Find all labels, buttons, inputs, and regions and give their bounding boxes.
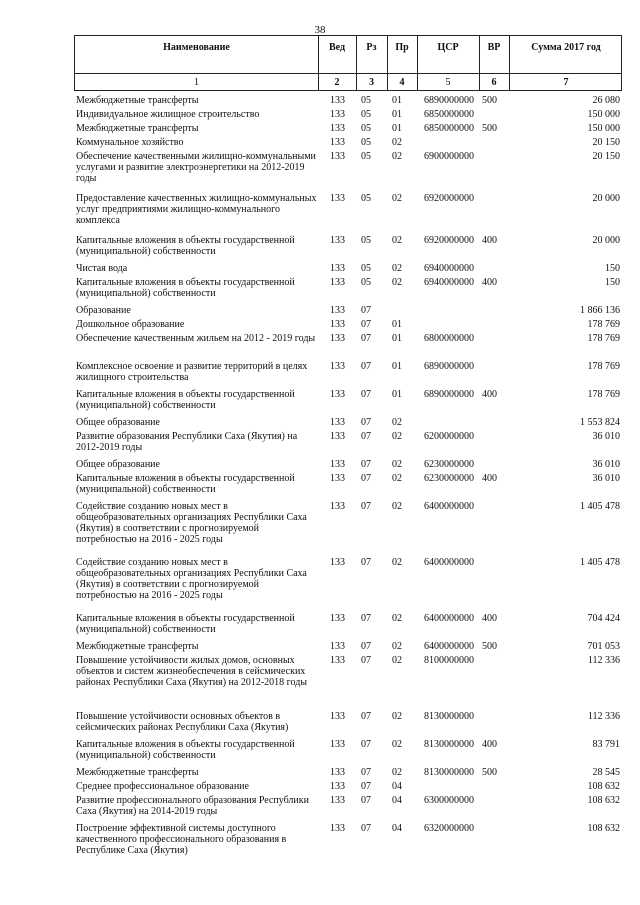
- cell-ved: 133: [330, 613, 345, 624]
- cell-ved: 133: [330, 459, 345, 470]
- cell-rz: 05: [361, 151, 371, 162]
- cell-ved: 133: [330, 361, 345, 372]
- cell-rz: 07: [361, 389, 371, 400]
- header-vr: ВР: [487, 42, 501, 53]
- cell-csr: 6800000000: [424, 333, 474, 344]
- cell-rz: 05: [361, 95, 371, 106]
- column-number: 1: [194, 77, 199, 88]
- cell-pr: 01: [392, 123, 402, 134]
- cell-csr: 6850000000: [424, 109, 474, 120]
- cell-ved: 133: [330, 137, 345, 148]
- page-number: 38: [314, 24, 326, 36]
- cell-vr: 400: [482, 739, 497, 750]
- cell-pr: 02: [392, 263, 402, 274]
- cell-rz: 07: [361, 459, 371, 470]
- cell-ved: 133: [330, 235, 345, 246]
- cell-csr: 8100000000: [424, 655, 474, 666]
- cell-rz: 07: [361, 557, 371, 568]
- cell-name: Повышение устойчивости жилых домов, основных объектов и систем жизнеобеспечения в сейсмических районах Республики Саха (Якутия) на 2012-2018 годы: [76, 655, 308, 688]
- cell-sum: 20 150: [592, 151, 620, 162]
- cell-csr: 6940000000: [424, 277, 474, 288]
- cell-rz: 07: [361, 473, 371, 484]
- cell-sum: 36 010: [592, 473, 620, 484]
- cell-rz: 07: [361, 655, 371, 666]
- cell-pr: 02: [392, 655, 402, 666]
- cell-rz: 07: [361, 739, 371, 750]
- cell-sum: 150 000: [587, 109, 620, 120]
- cell-csr: 6300000000: [424, 795, 474, 806]
- cell-rz: 07: [361, 641, 371, 652]
- cell-pr: 04: [392, 781, 402, 792]
- cell-vr: 400: [482, 235, 497, 246]
- cell-rz: 05: [361, 123, 371, 134]
- cell-name: Индивидуальное жилищное строительство: [76, 109, 260, 120]
- cell-ved: 133: [330, 151, 345, 162]
- cell-name: Капитальные вложения в объекты государственной (муниципальной) собственности: [76, 277, 295, 299]
- cell-vr: 500: [482, 767, 497, 778]
- cell-sum: 36 010: [592, 431, 620, 442]
- cell-name: Образование: [76, 305, 131, 316]
- cell-ved: 133: [330, 795, 345, 806]
- cell-rz: 07: [361, 781, 371, 792]
- cell-name: Развитие профессионального образования Республики Саха (Якутия) на 2014-2019 годы: [76, 795, 309, 817]
- cell-pr: 02: [392, 459, 402, 470]
- cell-ved: 133: [330, 473, 345, 484]
- cell-name: Коммунальное хозяйство: [76, 137, 184, 148]
- cell-csr: 6230000000: [424, 459, 474, 470]
- cell-sum: 150 000: [587, 123, 620, 134]
- cell-rz: 07: [361, 767, 371, 778]
- cell-sum: 108 632: [587, 795, 620, 806]
- cell-name: Капитальные вложения в объекты государственной (муниципальной) собственности: [76, 473, 295, 495]
- cell-rz: 07: [361, 431, 371, 442]
- cell-vr: 500: [482, 641, 497, 652]
- cell-rz: 07: [361, 501, 371, 512]
- header-ved: Вед: [328, 42, 346, 53]
- header-pr: Пр: [395, 42, 409, 53]
- cell-csr: 6890000000: [424, 389, 474, 400]
- cell-pr: 01: [392, 319, 402, 330]
- cell-name: Межбюджетные трансферты: [76, 641, 199, 652]
- cell-rz: 07: [361, 823, 371, 834]
- cell-name: Содействие созданию новых мест в общеобразовательных организациях Республики Саха (Якутия) в соответствии с прогнозируемой потребностью на 2016 - 2025 годы: [76, 557, 307, 601]
- cell-csr: 8130000000: [424, 739, 474, 750]
- cell-pr: 02: [392, 431, 402, 442]
- cell-vr: 400: [482, 613, 497, 624]
- header-rz: Рз: [366, 42, 377, 53]
- cell-ved: 133: [330, 711, 345, 722]
- cell-sum: 108 632: [587, 823, 620, 834]
- cell-sum: 178 769: [587, 333, 620, 344]
- cell-pr: 02: [392, 151, 402, 162]
- cell-sum: 704 424: [587, 613, 620, 624]
- header-sum: Сумма 2017 год: [531, 42, 601, 53]
- cell-pr: 04: [392, 823, 402, 834]
- cell-name: Межбюджетные трансферты: [76, 767, 199, 778]
- cell-csr: 6400000000: [424, 557, 474, 568]
- cell-sum: 178 769: [587, 389, 620, 400]
- cell-pr: 02: [392, 235, 402, 246]
- cell-ved: 133: [330, 739, 345, 750]
- cell-rz: 05: [361, 109, 371, 120]
- cell-pr: 02: [392, 767, 402, 778]
- cell-vr: 400: [482, 389, 497, 400]
- cell-rz: 05: [361, 277, 371, 288]
- cell-csr: 6230000000: [424, 473, 474, 484]
- cell-ved: 133: [330, 501, 345, 512]
- cell-pr: 01: [392, 95, 402, 106]
- cell-pr: 01: [392, 333, 402, 344]
- cell-ved: 133: [330, 767, 345, 778]
- cell-name: Комплексное освоение и развитие территорий в целях жилищного строительства: [76, 361, 308, 383]
- cell-rz: 07: [361, 417, 371, 428]
- cell-pr: 01: [392, 389, 402, 400]
- cell-ved: 133: [330, 823, 345, 834]
- cell-pr: 01: [392, 109, 402, 120]
- column-number: 5: [445, 77, 451, 88]
- cell-name: Дошкольное образование: [76, 319, 185, 330]
- cell-name: Обеспечение качественным жильем на 2012 - 2019 годы: [76, 333, 316, 344]
- cell-name: Капитальные вложения в объекты государственной (муниципальной) собственности: [76, 389, 295, 411]
- cell-name: Общее образование: [76, 417, 160, 428]
- cell-ved: 133: [330, 389, 345, 400]
- cell-sum: 20 000: [592, 235, 620, 246]
- cell-sum: 1 553 824: [580, 417, 620, 428]
- cell-sum: 178 769: [587, 361, 620, 372]
- cell-rz: 07: [361, 319, 371, 330]
- cell-rz: 05: [361, 193, 371, 204]
- cell-ved: 133: [330, 95, 345, 106]
- cell-csr: 6850000000: [424, 123, 474, 134]
- cell-rz: 07: [361, 305, 371, 316]
- cell-sum: 108 632: [587, 781, 620, 792]
- cell-ved: 133: [330, 431, 345, 442]
- header-name: Наименование: [163, 42, 230, 53]
- column-number: 6: [491, 77, 497, 88]
- cell-ved: 133: [330, 781, 345, 792]
- table-header: [74, 35, 622, 91]
- cell-sum: 178 769: [587, 319, 620, 330]
- cell-name: Предоставление качественных жилищно-коммунальных услуг предприятиями жилищно-коммунального комплекса: [76, 193, 317, 226]
- cell-csr: 8130000000: [424, 711, 474, 722]
- cell-rz: 05: [361, 263, 371, 274]
- cell-name: Капитальные вложения в объекты государственной (муниципальной) собственности: [76, 739, 295, 761]
- cell-name: Построение эффективной системы доступного качественного профессионального образования в Республике Саха (Якутия): [76, 823, 287, 856]
- cell-sum: 150: [605, 263, 620, 274]
- cell-rz: 07: [361, 613, 371, 624]
- cell-csr: 6920000000: [424, 193, 474, 204]
- cell-pr: 02: [392, 641, 402, 652]
- cell-ved: 133: [330, 277, 345, 288]
- cell-pr: 02: [392, 501, 402, 512]
- cell-rz: 05: [361, 235, 371, 246]
- cell-name: Развитие образования Республики Саха (Якутия) на 2012-2019 годы: [76, 431, 298, 453]
- cell-pr: 02: [392, 613, 402, 624]
- cell-sum: 28 545: [592, 767, 620, 778]
- cell-pr: 02: [392, 473, 402, 484]
- cell-pr: 01: [392, 361, 402, 372]
- cell-csr: 6890000000: [424, 361, 474, 372]
- cell-sum: 112 336: [587, 711, 620, 722]
- cell-name: Межбюджетные трансферты: [76, 95, 199, 106]
- cell-rz: 07: [361, 361, 371, 372]
- cell-sum: 1 405 478: [580, 557, 620, 568]
- cell-csr: 6200000000: [424, 431, 474, 442]
- cell-csr: 6920000000: [424, 235, 474, 246]
- cell-ved: 133: [330, 123, 345, 134]
- cell-csr: 6900000000: [424, 151, 474, 162]
- cell-rz: 07: [361, 333, 371, 344]
- cell-name: Капитальные вложения в объекты государственной (муниципальной) собственности: [76, 613, 295, 635]
- cell-ved: 133: [330, 417, 345, 428]
- cell-csr: 6320000000: [424, 823, 474, 834]
- cell-csr: 6400000000: [424, 641, 474, 652]
- column-number: 4: [399, 77, 405, 88]
- column-number: 3: [369, 77, 374, 88]
- cell-ved: 133: [330, 263, 345, 274]
- cell-name: Чистая вода: [76, 263, 128, 274]
- cell-pr: 02: [392, 417, 402, 428]
- header-csr: ЦСР: [437, 42, 459, 53]
- cell-rz: 07: [361, 711, 371, 722]
- cell-name: Содействие созданию новых мест в общеобразовательных организациях Республики Саха (Якутия) в соответствии с прогнозируемой потребностью на 2016 - 2025 годы: [76, 501, 307, 545]
- cell-ved: 133: [330, 305, 345, 316]
- cell-ved: 133: [330, 641, 345, 652]
- cell-csr: 6940000000: [424, 263, 474, 274]
- cell-sum: 1 405 478: [580, 501, 620, 512]
- cell-ved: 133: [330, 193, 345, 204]
- cell-vr: 400: [482, 277, 497, 288]
- cell-ved: 133: [330, 655, 345, 666]
- cell-sum: 150: [605, 277, 620, 288]
- cell-csr: 8130000000: [424, 767, 474, 778]
- cell-name: Общее образование: [76, 459, 160, 470]
- cell-vr: 500: [482, 123, 497, 134]
- cell-ved: 133: [330, 557, 345, 568]
- cell-pr: 02: [392, 277, 402, 288]
- column-number: 2: [334, 77, 340, 88]
- cell-name: Повышение устойчивости основных объектов в сейсмических районах Республики Саха (Якутия): [76, 711, 289, 733]
- cell-vr: 500: [482, 95, 497, 106]
- cell-rz: 07: [361, 795, 371, 806]
- cell-pr: 04: [392, 795, 402, 806]
- cell-sum: 112 336: [587, 655, 620, 666]
- cell-name: Среднее профессиональное образование: [76, 781, 249, 792]
- cell-sum: 1 866 136: [580, 305, 620, 316]
- cell-ved: 133: [330, 319, 345, 330]
- cell-ved: 133: [330, 109, 345, 120]
- cell-pr: 02: [392, 193, 402, 204]
- cell-name: Межбюджетные трансферты: [76, 123, 199, 134]
- cell-sum: 701 053: [587, 641, 620, 652]
- cell-rz: 05: [361, 137, 371, 148]
- cell-name: Капитальные вложения в объекты государственной (муниципальной) собственности: [76, 235, 295, 257]
- cell-csr: 6890000000: [424, 95, 474, 106]
- cell-ved: 133: [330, 333, 345, 344]
- cell-sum: 36 010: [592, 459, 620, 470]
- cell-pr: 02: [392, 557, 402, 568]
- cell-sum: 20 150: [592, 137, 620, 148]
- cell-pr: 02: [392, 137, 402, 148]
- cell-pr: 02: [392, 739, 402, 750]
- cell-vr: 400: [482, 473, 497, 484]
- cell-sum: 26 080: [592, 95, 620, 106]
- column-number: 7: [563, 77, 569, 88]
- cell-sum: 83 791: [592, 739, 620, 750]
- cell-name: Обеспечение качественными жилищно-коммунальными услугами и развитие электроэнергетики на 2012-2019 годы: [76, 151, 316, 184]
- cell-pr: 02: [392, 711, 402, 722]
- cell-csr: 6400000000: [424, 501, 474, 512]
- cell-csr: 6400000000: [424, 613, 474, 624]
- cell-sum: 20 000: [592, 193, 620, 204]
- header-divider: [75, 73, 621, 74]
